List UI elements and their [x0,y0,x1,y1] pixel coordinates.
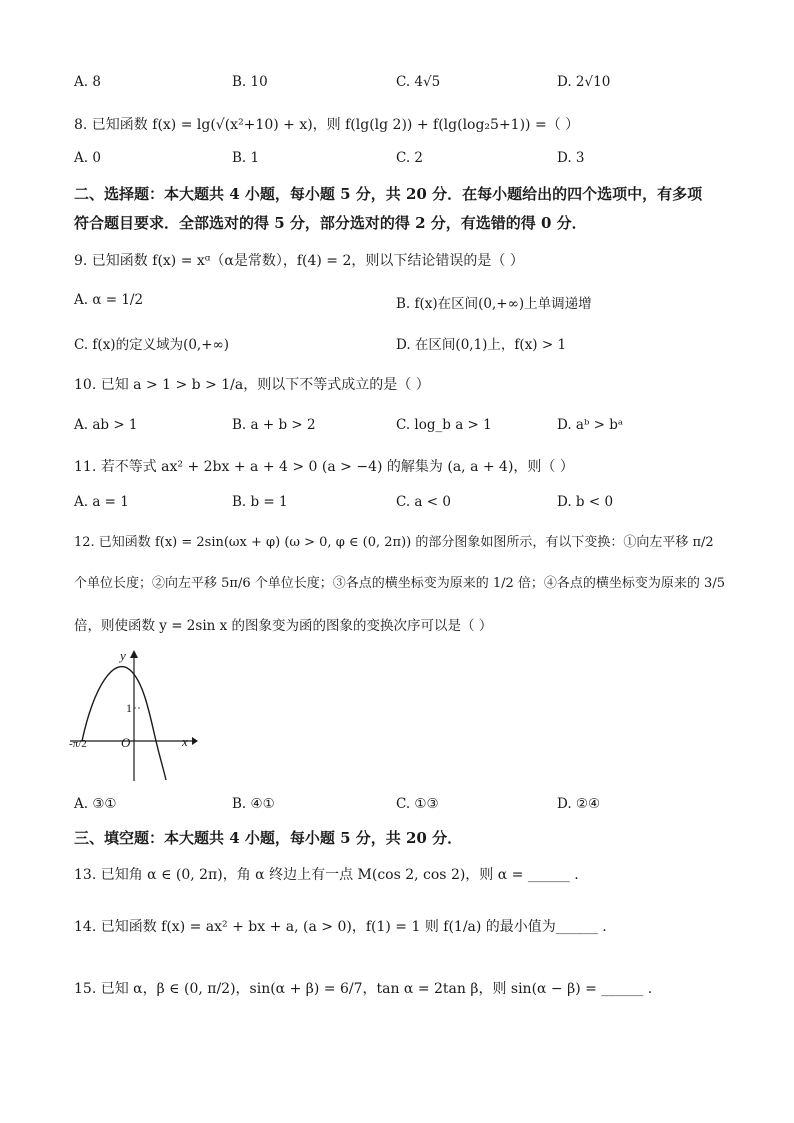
q12-function-graph [64,646,204,786]
q12-option-a: A. ③① [74,796,117,812]
x-axis-arrow [192,737,198,745]
q9-option-b: B. f(x)在区间(0,+∞)上单调递增 [396,296,592,312]
q11-option-d: D. b < 0 [557,494,614,510]
q13-stem: 13. 已知角 α ∈ (0, 2π)，角 α 终边上有一点 M(cos 2, cos 2)，则 α = ______ . [74,867,579,883]
q8-option-a: A. 0 [74,150,101,166]
q7-option-a: A. 8 [74,74,101,90]
q8-option-d: D. 3 [557,150,585,166]
q9-option-a: A. α = 1/2 [74,292,144,308]
q14-stem: 14. 已知函数 f(x) = ax² + bx + a, (a > 0)，f(1) = 1 则 f(1/a) 的最小值为______ . [74,919,607,935]
q8-option-b: B. 1 [232,150,260,166]
q9-option-c: C. f(x)的定义域为(0,+∞) [74,337,230,353]
y-axis-arrow [130,650,138,658]
section-3-heading: 三、填空题：本大题共 4 小题，每小题 5 分，共 20 分． [74,829,463,847]
tick-label-neg-pi-over-2: -π/2 [69,738,87,750]
tick-label-1: 1 [126,701,132,715]
q10-option-a: A. ab > 1 [74,417,138,433]
q7-option-c: C. 4√5 [396,74,441,90]
q7-option-d: D. 2√10 [557,74,611,90]
section-2-heading-line2: 符合题目要求．全部选对的得 5 分，部分选对的得 2 分，有选错的得 0 分． [74,214,587,232]
q10-option-d: D. aᵇ > bᵃ [557,417,624,433]
q11-stem: 11. 若不等式 ax² + 2bx + a + 4 > 0 (a > −4) 的解集为 (a, a + 4)，则（ ） [74,459,574,475]
q11-option-a: A. a = 1 [74,494,129,510]
q12-stem-line1: 12. 已知函数 f(x) = 2sin(ωx + φ) (ω > 0, φ ∈ (0, 2π)) 的部分图象如图所示，有以下变换：①向左平移 π/2 [74,535,714,550]
q11-option-b: B. b = 1 [232,494,288,510]
section-2-heading-line1: 二、选择题：本大题共 4 小题，每小题 5 分，共 20 分．在每小题给出的四个选项中，有多项 [74,185,703,203]
q15-stem: 15. 已知 α，β ∈ (0, π/2)，sin(α + β) = 6/7，tan α = 2tan β，则 sin(α − β) = ______ . [74,981,653,997]
q12-stem-line2: 个单位长度；②向左平移 5π/6 个单位长度；③各点的横坐标变为原来的 1/2 倍；④各点的横坐标变为原来的 3/5 [74,576,725,591]
q8-option-c: C. 2 [396,150,424,166]
q11-option-c: C. a < 0 [396,494,451,510]
sine-curve [82,667,166,780]
q12-option-c: C. ①③ [396,796,439,812]
origin-label: O [121,735,131,750]
q7-option-b: B. 10 [232,74,268,90]
q12-option-d: D. ②④ [557,796,601,812]
q10-option-b: B. a + b > 2 [232,417,316,433]
q9-stem: 9. 已知函数 f(x) = xᵅ（α是常数），f(4) = 2，则以下结论错误的是（ ） [74,253,524,269]
q12-stem-line3: 倍，则使函数 y = 2sin x 的图象变为函的图象的变换次序可以是（ ） [74,618,493,634]
q8-stem: 8. 已知函数 f(x) = lg(√(x²+10) + x)，则 f(lg(lg 2)) + f(lg(log₂5+1)) =（ ） [74,117,580,133]
x-axis-label: x [182,734,188,749]
q10-stem: 10. 已知 a > 1 > b > 1/a，则以下不等式成立的是（ ） [74,377,430,393]
y-axis-label: y [120,648,126,663]
q9-option-d: D. 在区间(0,1)上，f(x) > 1 [396,337,567,353]
q10-option-c: C. log_b a > 1 [396,417,492,433]
q12-option-b: B. ④① [232,796,275,812]
